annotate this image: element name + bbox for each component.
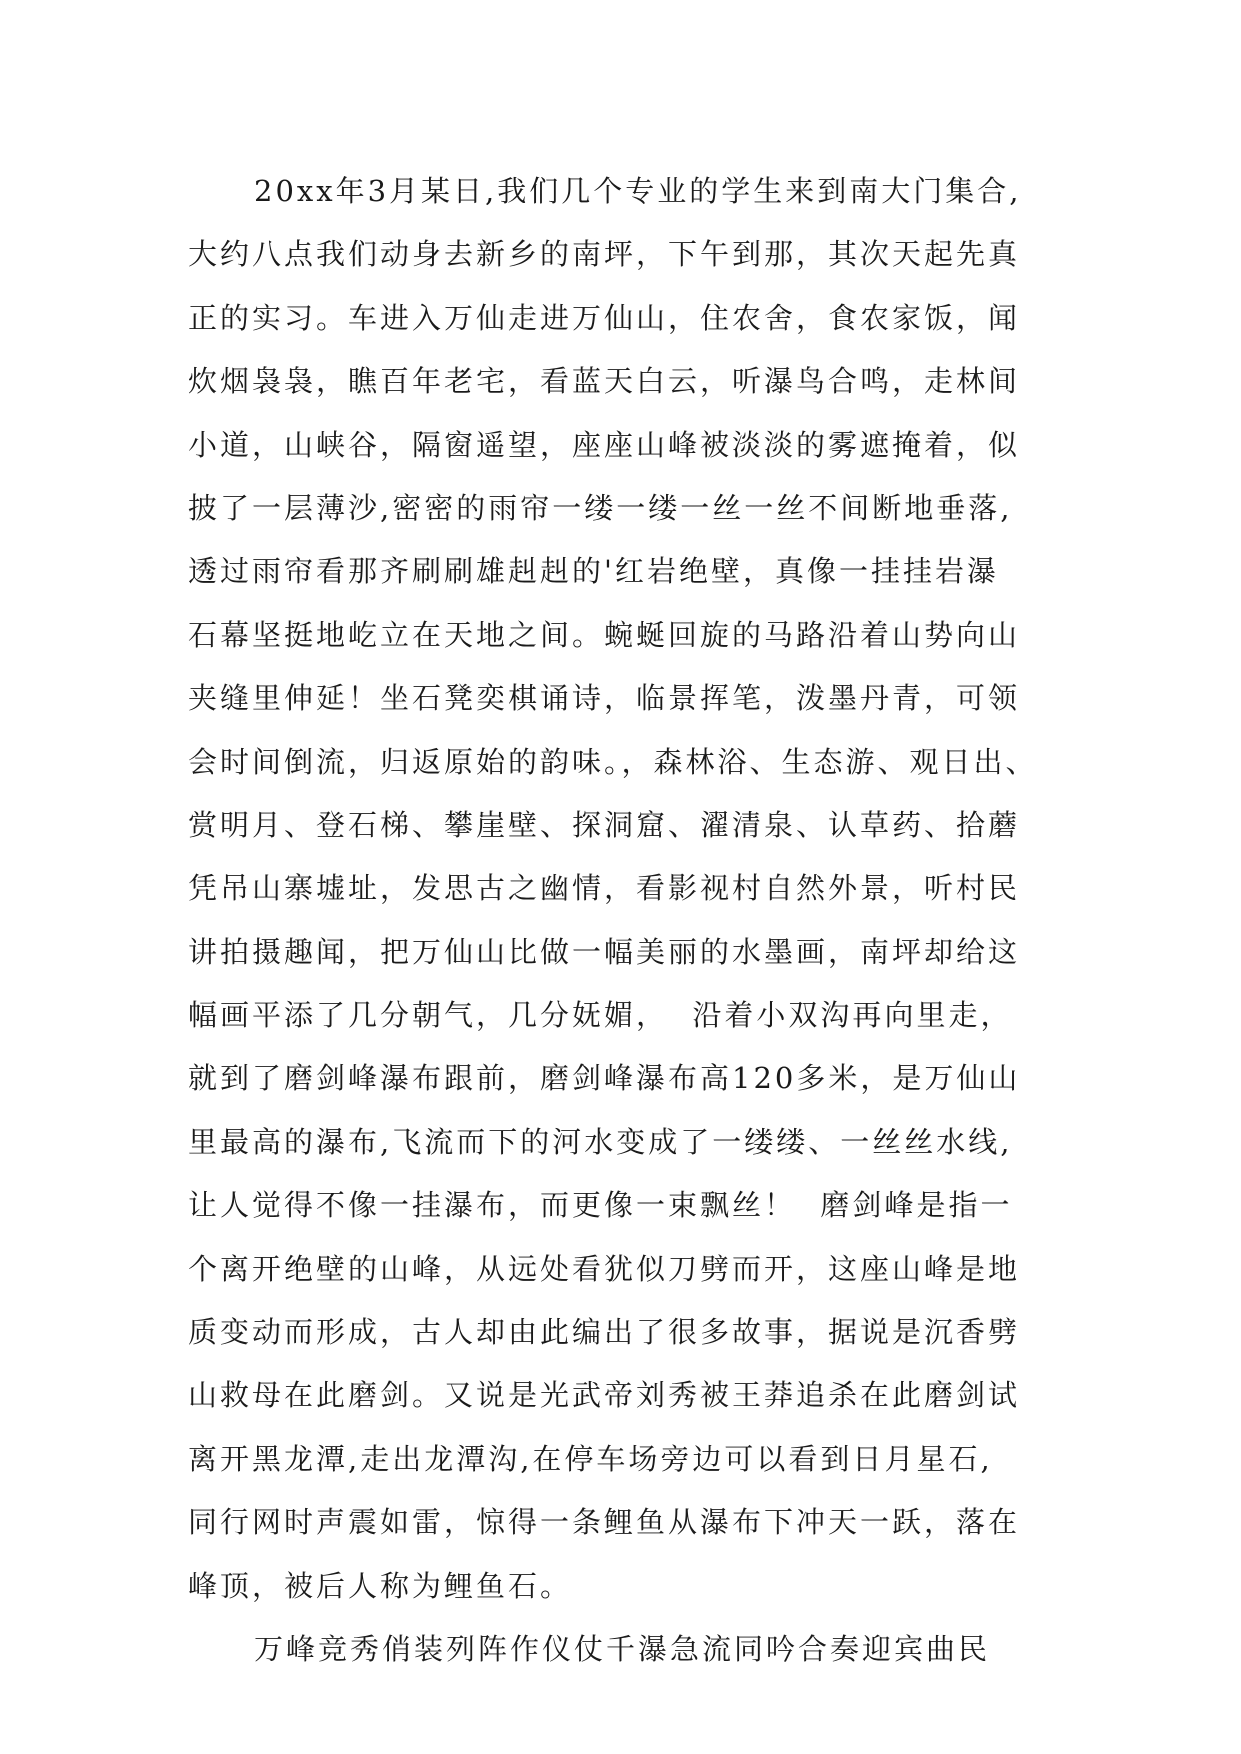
paragraph-2-line-1: 万峰竞秀俏装列阵作仪仗千瀑急流同吟合奏迎宾曲民 (254, 1631, 991, 1666)
paragraph-1-line-16: 里最高的瀑布,飞流而下的河水变成了一缕缕、一丝丝水线, (188, 1124, 1013, 1159)
paragraph-1-line-17: 让人觉得不像一挂瀑布，而更像一束飘丝！ 磨剑峰是指一 (188, 1188, 1013, 1223)
paragraph-1-line-1: 20xx年3月某日,我们几个专业的学生来到南大门集合, (254, 174, 1022, 208)
paragraph-1-line-4: 炊烟袅袅，瞧百年老宅，看蓝天白云，听瀑鸟合鸣，走林间 (188, 364, 1021, 399)
paragraph-1-line-20: 山救母在此磨剑。又说是光武帝刘秀被王莽追杀在此磨剑试 (188, 1378, 1021, 1413)
paragraph-1-line-10: 会时间倒流，归返原始的韵味。，森林浴、生态游、观日出、 (188, 744, 1038, 779)
paragraph-1-line-5: 小道，山峡谷，隔窗遥望，座座山峰被淡淡的雾遮掩着，似 (188, 427, 1021, 462)
paragraph-1-line-3: 正的实习。车进入万仙走进万仙山，住农舍，食农家饭，闻 (188, 300, 1021, 335)
paragraph-1-line-23: 峰顶，被后人称为鲤鱼石。 (188, 1568, 573, 1603)
paragraph-1-line-19: 质变动而形成，古人却由此编出了很多故事，据说是沉香劈 (188, 1315, 1021, 1350)
paragraph-1-line-12: 凭吊山寨墟址，发思古之幽情，看影视村自然外景，听村民 (188, 871, 1021, 906)
paragraph-1-line-6: 披了一层薄沙,密密的雨帘一缕一缕一丝一丝不间断地垂落, (188, 490, 1013, 525)
paragraph-1-line-14: 幅画平添了几分朝气，几分妩媚， 沿着小双沟再向里走， (188, 998, 1013, 1033)
paragraph-1-line-15: 就到了磨剑峰瀑布跟前，磨剑峰瀑布高120多米，是万仙山 (188, 1061, 1021, 1096)
paragraph-1-line-22: 同行网时声震如雷，惊得一条鲤鱼从瀑布下冲天一跃，落在 (188, 1505, 1021, 1540)
paragraph-1-line-7: 透过雨帘看那齐刷刷雄赳赳的'红岩绝壁，真像一挂挂岩瀑 (188, 554, 999, 589)
paragraph-1-line-18: 个离开绝壁的山峰，从远处看犹似刀劈而开，这座山峰是地 (188, 1251, 1021, 1286)
paragraph-1-line-8: 石幕坚挺地屹立在天地之间。蜿蜒回旋的马路沿着山势向山 (188, 617, 1021, 652)
paragraph-1-line-11: 赏明月、登石梯、攀崖壁、探洞窟、濯清泉、认草药、拾蘑 (188, 807, 1021, 842)
document-body (188, 160, 1088, 1681)
paragraph-1-line-13: 讲拍摄趣闻，把万仙山比做一幅美丽的水墨画，南坪却给这 (188, 934, 1021, 969)
paragraph-1-line-21: 离开黑龙潭,走出龙潭沟,在停车场旁边可以看到日月星石, (188, 1441, 993, 1476)
paragraph-1-line-9: 夹缝里伸延！坐石凳奕棋诵诗，临景挥笔，泼墨丹青，可领 (188, 681, 1021, 716)
paragraph-1-line-2: 大约八点我们动身去新乡的南坪，下午到那，其次天起先真 (188, 237, 1021, 272)
